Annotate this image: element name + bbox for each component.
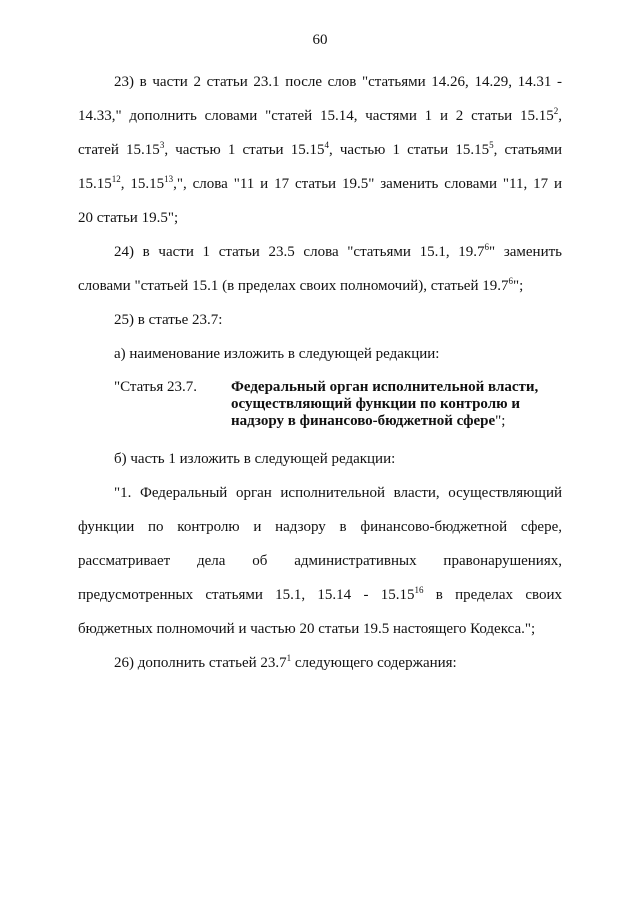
document-body <box>78 65 562 680</box>
superscript: 2 <box>553 106 559 116</box>
paragraph-23-line2 <box>78 99 562 133</box>
text: 14.33," дополнить словами "статей 15.14, частями 1 и 2 статьи 15.15 <box>78 108 554 124</box>
text: статей 15.15 <box>78 142 160 158</box>
superscript: 1 <box>286 653 292 663</box>
text: словами "статьей 15.1 (в пределах своих полномочий), статьей 19.7 <box>78 278 509 294</box>
superscript: 3 <box>159 140 165 150</box>
text: 20 статьи 19.5"; <box>78 210 179 226</box>
paragraph-25-b: б) часть 1 изложить в следующей редакции: <box>114 451 396 467</box>
superscript: 12 <box>111 174 121 184</box>
text: , частью 1 статьи 15.15 <box>164 142 325 158</box>
text: следующего содержания: <box>291 655 457 671</box>
page-number: 60 <box>312 32 328 48</box>
paragraph-26 <box>78 646 562 680</box>
paragraph-24-line1 <box>78 235 562 269</box>
superscript: 13 <box>164 174 174 184</box>
paragraph-25-part1-line3: рассматривает дела об административных правонарушениях, <box>78 553 562 569</box>
article-number: "Статья 23.7. <box>114 379 197 395</box>
text: , <box>558 108 562 124</box>
text: " заменить <box>489 244 563 260</box>
superscript: 4 <box>324 140 329 150</box>
paragraph-24-line2 <box>78 269 562 303</box>
superscript: 16 <box>414 585 424 595</box>
text: "; <box>495 413 506 429</box>
text: "; <box>513 278 524 294</box>
paragraph-25-intro: 25) в статье 23.7: <box>114 312 223 328</box>
text: ,", слова "11 и 17 статьи 19.5" заменить словами "11, 17 и <box>173 176 562 192</box>
superscript: 6 <box>508 276 513 286</box>
text: , частью 1 статьи 15.15 <box>328 142 490 158</box>
paragraph-23-line4 <box>78 167 562 201</box>
text: предусмотренных статьями 15.1, 15.14 - 15.15 <box>78 587 415 603</box>
superscript: 6 <box>484 242 490 252</box>
paragraph-23-line1 <box>78 65 562 99</box>
text: , статьями <box>493 142 563 158</box>
article-heading <box>78 379 562 430</box>
paragraph-25-part1-line1: "1. Федеральный орган исполнительной власти, осуществляющий <box>114 485 562 501</box>
text: 15.15 <box>78 176 112 192</box>
paragraph-25-part1-line5: бюджетных полномочий и частью 20 статьи 19.5 настоящего Кодекса."; <box>78 621 536 637</box>
superscript: 5 <box>489 140 494 150</box>
paragraph-25-part1-line4 <box>78 578 562 612</box>
text: 26) дополнить статьей 23.7 <box>114 655 287 671</box>
text: 24) в части 1 статьи 23.5 слова "статьями 15.1, 19.7 <box>114 244 485 260</box>
text: в пределах своих <box>423 587 562 603</box>
text: 23) в части 2 статьи 23.1 после слов "статьями 14.26, 14.29, 14.31 - <box>114 74 562 90</box>
paragraph-25-a: а) наименование изложить в следующей редакции: <box>114 346 440 362</box>
text: Федеральный орган исполнительной власти, осуществляющий функции по контролю и надзору в финансово-бюджетной сфере <box>231 379 539 429</box>
text: , 15.15 <box>120 176 165 192</box>
paragraph-25-part1-line2: функции по контролю и надзору в финансово-бюджетной сфере, <box>78 519 562 535</box>
article-title <box>231 379 562 430</box>
paragraph-23-line5 <box>78 201 562 235</box>
paragraph-23-line3 <box>78 133 562 167</box>
